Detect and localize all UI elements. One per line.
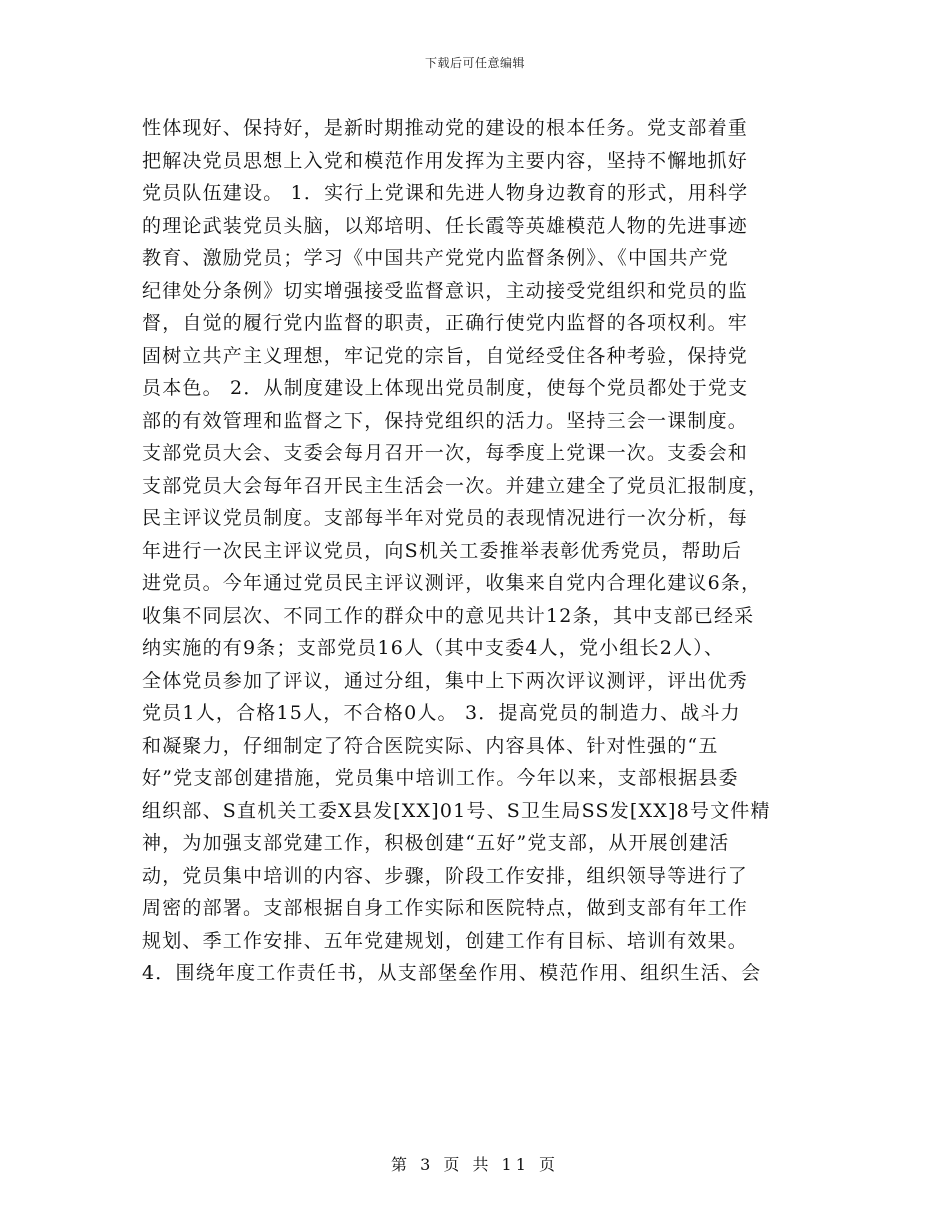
page-number-footer: 第 3 页 共 11 页	[391, 1155, 559, 1174]
body-line: 周密的部署。支部根据自身工作实际和医院特点，做到支部有年工作	[142, 897, 749, 919]
body-line: 民主评议党员制度。支部每半年对党员的表现情况进行一次分析，每	[142, 507, 749, 529]
page-header-note: 下载后可任意编辑	[424, 56, 525, 70]
document-body	[142, 112, 822, 990]
body-line: 员本色。 2．从制度建设上体现出党员制度，使每个党员都处于党支	[142, 377, 749, 399]
body-line: 的理论武装党员头脑，以郑培明、任长霞等英雄模范人物的先进事迹	[142, 214, 749, 237]
body-line: 和凝聚力，仔细制定了符合医院实际、内容具体、针对性强的“五	[142, 734, 719, 757]
body-line: 纪律处分条例》切实增强接受监督意识，主动接受党组织和党员的监	[142, 279, 749, 302]
body-line: 收集不同层次、不同工作的群众中的意见共计12条，其中支部已经采	[142, 604, 755, 627]
body-line: 固树立共产主义理想，牢记党的宗旨，自觉经受住各种考验，保持党	[142, 344, 749, 367]
body-line: 组织部、S直机关工委X县发[XX]01号、S卫生局SS发[XX]8号文件精	[142, 799, 771, 822]
body-line: 4．围绕年度工作责任书，从支部堡垒作用、模范作用、组织生活、会	[142, 962, 762, 984]
body-line: 全体党员参加了评议，通过分组，集中上下两次评议测评，评出优秀	[142, 669, 749, 692]
body-line: 党员队伍建设。 1．实行上党课和先进人物身边教育的形式，用科学	[142, 182, 749, 204]
body-line: 部的有效管理和监督之下，保持党组织的活力。坚持三会一课制度。	[142, 409, 749, 432]
body-line: 支部党员大会、支委会每月召开一次，每季度上党课一次。支委会和	[142, 442, 749, 464]
body-line: 督，自觉的履行党内监督的职责，正确行使党内监督的各项权利。牢	[142, 312, 749, 334]
body-line: 神，为加强支部党建工作，积极创建“五好”党支部，从开展创建活	[142, 832, 730, 854]
body-line: 教育、激励党员；学习《中国共产党党内监督条例》、《中国共产党	[142, 247, 730, 269]
body-line: 把解决党员思想上入党和模范作用发挥为主要内容，坚持不懈地抓好	[142, 149, 749, 172]
body-line: 年进行一次民主评议党员，向S机关工委推举表彰优秀党员，帮助后	[142, 539, 743, 562]
body-line: 支部党员大会每年召开民主生活会一次。并建立建全了党员汇报制度，	[142, 474, 769, 497]
body-line: 性体现好、保持好，是新时期推动党的建设的根本任务。党支部着重	[142, 117, 749, 139]
body-line: 规划、季工作安排、五年党建规划，创建工作有目标、培训有效果。	[142, 929, 749, 952]
body-line: 党员1人，合格15人，不合格0人。 3．提高党员的制造力、战斗力	[142, 702, 741, 724]
body-line: 好”党支部创建措施，党员集中培训工作。今年以来，支部根据县委	[142, 767, 739, 789]
body-line: 动，党员集中培训的内容、步骤，阶段工作安排，组织领导等进行了	[142, 864, 749, 887]
body-line: 进党员。今年通过党员民主评议测评，收集来自党内合理化建议6条，	[142, 572, 762, 594]
body-line: 纳实施的有9条；支部党员16人（其中支委4人，党小组长2人）、	[142, 637, 725, 659]
